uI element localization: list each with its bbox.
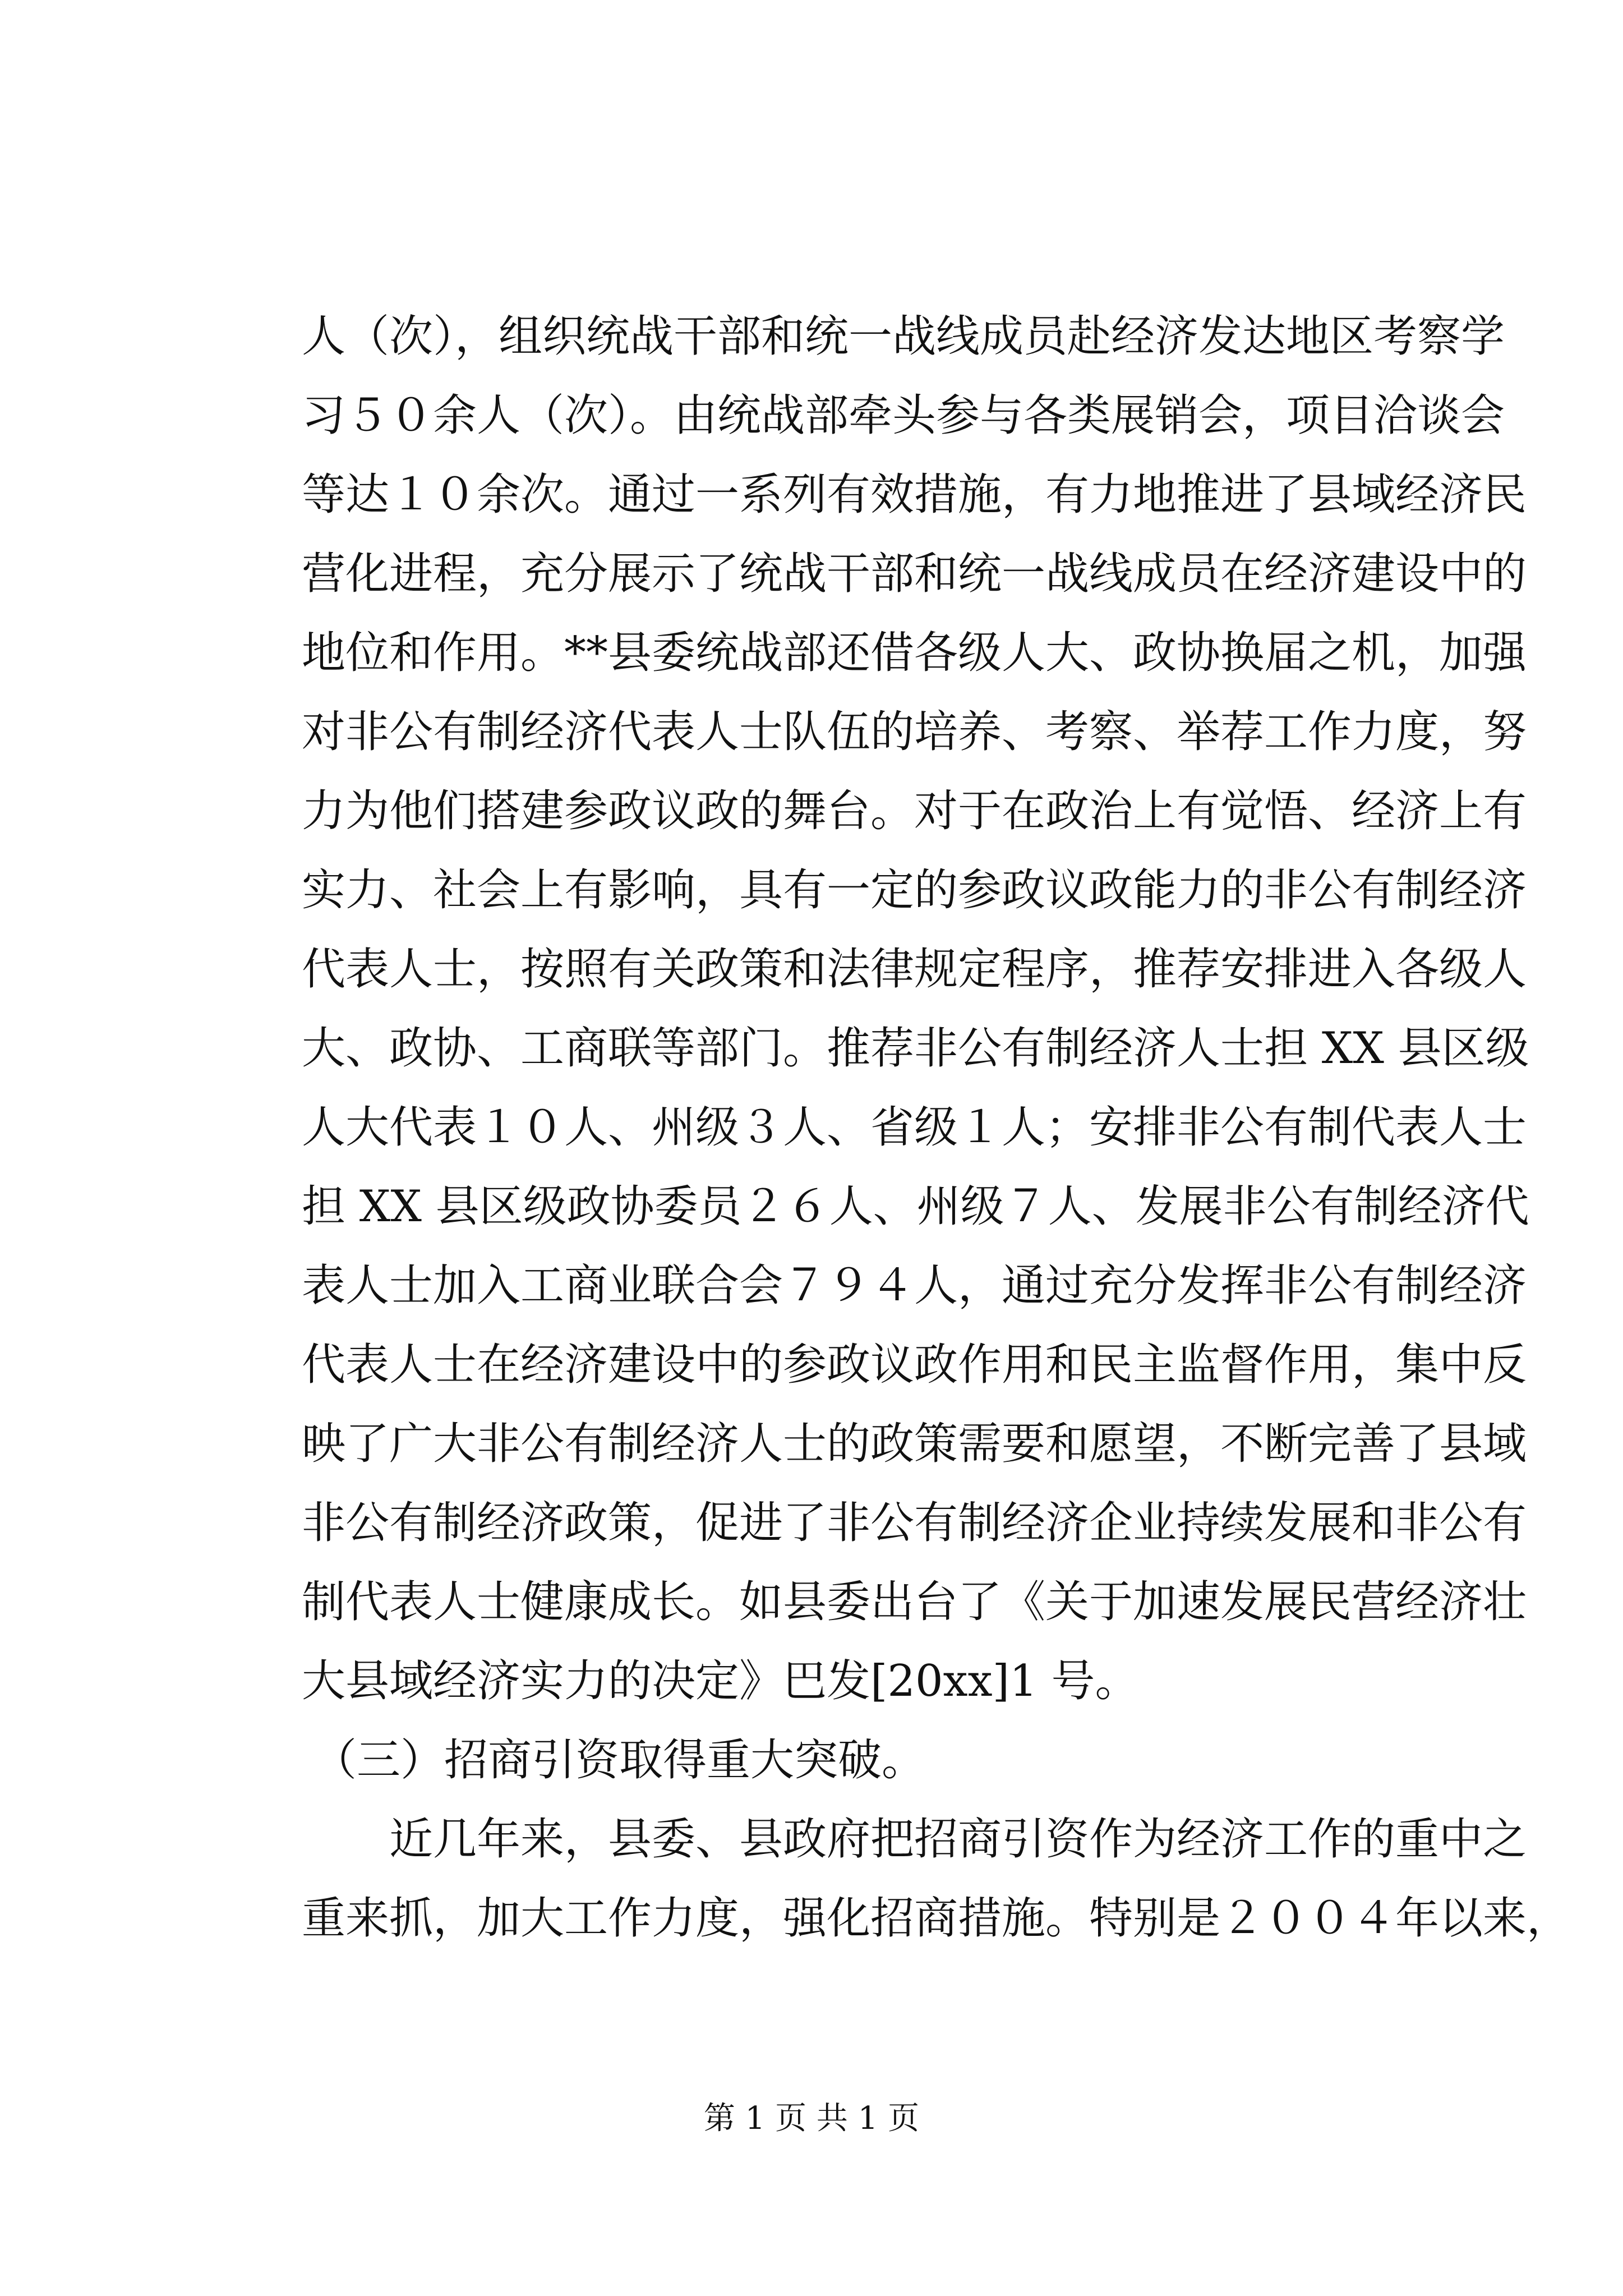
body-line: 人大代表１０人、州级３人、省级１人；安排非公有制代表人士 (302, 1102, 1527, 1153)
page-footer (0, 2099, 1623, 2138)
body-line: 对非公有制经济代表人士队伍的培养、考察、举荐工作力度，努 (302, 707, 1527, 757)
body-line: 等达１０余次。通过一系列有效措施，有力地推进了县域经济民 (302, 470, 1527, 520)
body-line: 营化进程，充分展示了统战干部和统一战线成员在经济建设中的 (302, 549, 1527, 599)
body-line-last: 大县域经济实力的决定》巴发[20xx]1 号。 (302, 1656, 1139, 1706)
body-line: 地位和作用。**县委统战部还借各级人大、政协换届之机，加强 (302, 628, 1527, 678)
document-body (302, 297, 1571, 1958)
body-line: 映了广大非公有制经济人士的政策需要和愿望，不断完善了县域 (302, 1419, 1527, 1469)
page-indicator: 第 1 页 共 1 页 (703, 2100, 920, 2137)
section-heading (302, 1721, 1418, 1800)
body-line: 力为他们搭建参政议政的舞台。对于在政治上有觉悟、经济上有 (302, 786, 1527, 836)
body-line: 重来抓，加大工作力度，强化招商措施。特别是２００４年以来， (302, 1893, 1571, 1944)
body-line: 非公有制经济政策，促进了非公有制经济企业持续发展和非公有 (302, 1498, 1527, 1548)
body-line (302, 1800, 1527, 1879)
body-line: 习５０余人（次）。由统战部牵头参与各类展销会，项目洽谈会 (302, 390, 1505, 441)
section-heading-text: （三）招商引资取得重大突破。 (313, 1735, 926, 1786)
body-line: 代表人士在经济建设中的参政议政作用和民主监督作用，集中反 (302, 1340, 1527, 1390)
body-line: 人（次），组织统战干部和统一战线成员赴经济发达地区考察学 (302, 311, 1505, 362)
body-line: 担 XX 县区级政协委员２６人、州级７人、发展非公有制经济代 (302, 1181, 1529, 1232)
body-line: 大、政协、工商联等部门。推荐非公有制经济人士担 XX 县区级 (302, 1023, 1529, 1074)
body-line: 实力、社会上有影响，具有一定的参政议政能力的非公有制经济 (302, 865, 1527, 915)
body-line: 表人士加入工商业联合会７９４人，通过充分发挥非公有制经济 (302, 1260, 1527, 1311)
body-line: 代表人士，按照有关政策和法律规定程序，推荐安排进入各级人 (302, 944, 1527, 995)
paragraph-2-line-1: 近几年来，县委、县政府把招商引资作为经济工作的重中之 (389, 1814, 1527, 1865)
body-line: 制代表人士健康成长。如县委出台了《关于加速发展民营经济壮 (302, 1577, 1527, 1627)
